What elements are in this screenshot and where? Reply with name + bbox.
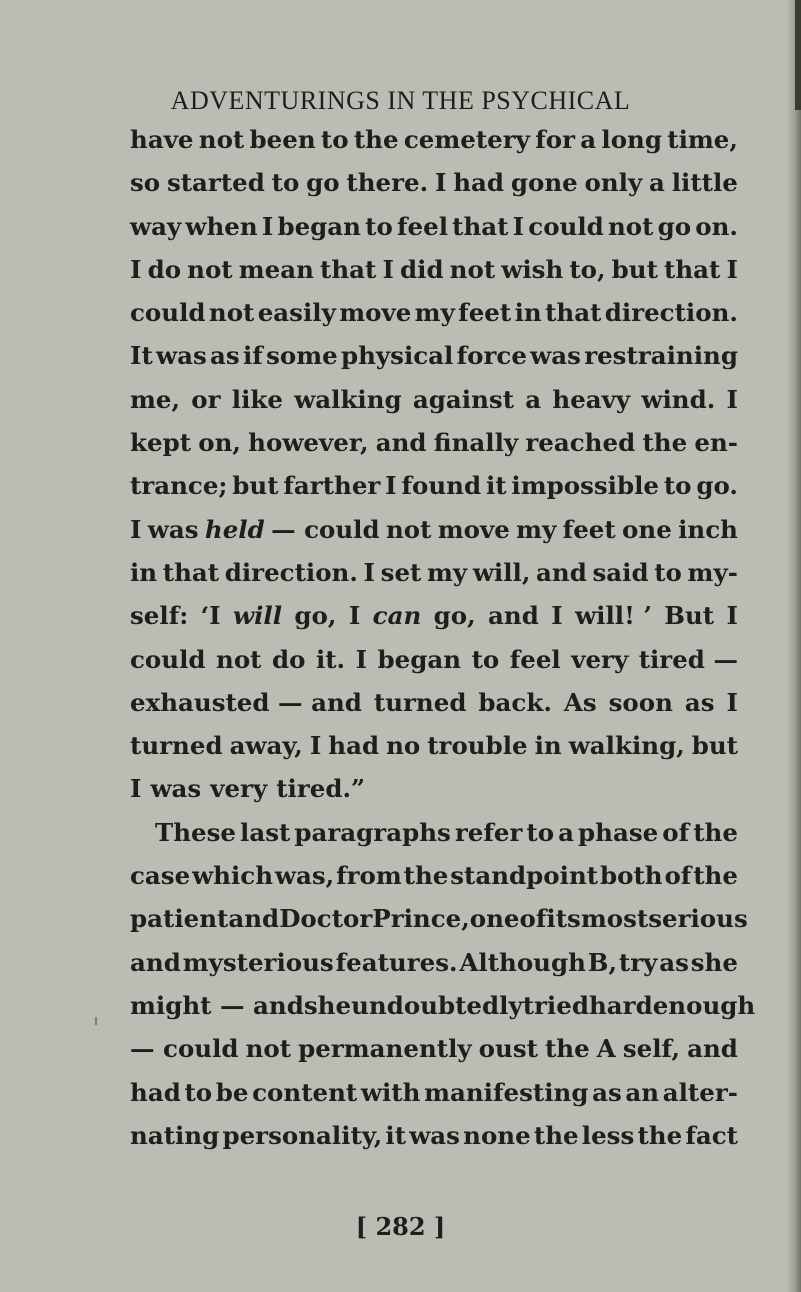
word: was (147, 514, 199, 544)
text-line (130, 854, 738, 897)
word: not (198, 125, 245, 154)
word: I (551, 601, 563, 631)
word: — could (271, 514, 380, 544)
text-line (130, 767, 738, 810)
word: walking (294, 384, 402, 414)
word: the (637, 1120, 683, 1150)
word: be (215, 1077, 249, 1107)
word: my (414, 298, 455, 328)
text-line (130, 638, 738, 681)
word: Although (459, 947, 586, 977)
page-edge-shadow (787, 0, 801, 1292)
running-header: ADVENTURINGS IN THE PSYCHICAL (170, 86, 631, 115)
word: I (355, 644, 368, 674)
word: will, (472, 557, 531, 587)
word: as (659, 947, 689, 977)
word: so (130, 168, 161, 198)
word: self, (622, 1034, 681, 1064)
word: it. (315, 644, 346, 674)
word: physical (340, 341, 454, 371)
text-line (130, 897, 748, 940)
word: reached (525, 428, 636, 458)
word: restraining (584, 341, 738, 371)
word: I (385, 471, 397, 501)
word: do (147, 254, 182, 284)
word: refer (454, 817, 523, 847)
word: I (726, 601, 738, 631)
word: farther (283, 471, 381, 501)
word: to (320, 125, 349, 154)
text-line (130, 551, 738, 594)
word: or (191, 384, 221, 414)
word: personality, (222, 1120, 383, 1150)
word: one (469, 904, 520, 934)
word: could (130, 644, 206, 674)
word: when (185, 211, 258, 241)
word: to (526, 817, 555, 847)
word: enough (652, 990, 756, 1020)
text-line (130, 724, 738, 767)
word: move (437, 514, 510, 544)
word: heavy (552, 384, 631, 414)
word: permanently (298, 1034, 472, 1064)
word: little (671, 168, 738, 198)
word: on. (695, 211, 738, 241)
word: tried (522, 990, 589, 1020)
word: walking, (568, 731, 685, 761)
word: but (611, 254, 658, 284)
word: for (535, 125, 575, 154)
word: on, (198, 428, 241, 458)
word: do (271, 644, 306, 674)
word: feet (458, 298, 512, 328)
word: wish (501, 254, 564, 284)
word: she (303, 990, 352, 1020)
word: go (657, 211, 692, 241)
word: was (409, 1120, 460, 1150)
word: did (400, 254, 444, 284)
word: from (336, 861, 402, 891)
word: easily (257, 298, 336, 328)
word: both (599, 861, 663, 891)
text-line (130, 464, 738, 507)
body-text (130, 118, 756, 1157)
page-number: [ 282 ] (355, 1212, 446, 1241)
word: turned (130, 731, 223, 761)
text-line (130, 594, 738, 637)
word: that (545, 298, 602, 328)
text-line (130, 161, 738, 204)
word: a (525, 384, 542, 414)
word: if (242, 341, 263, 371)
text-line (130, 378, 738, 421)
word: can (372, 601, 422, 631)
word: trouble (427, 731, 528, 761)
word: like (231, 384, 283, 414)
word: tired.” (276, 774, 366, 804)
word: trance; (130, 471, 228, 501)
word: tired — (638, 644, 738, 674)
word: very (210, 774, 268, 804)
word: I (130, 774, 142, 804)
word: the (353, 125, 399, 154)
word: gone (510, 168, 578, 198)
word: Prince, (372, 904, 470, 934)
word: fact (685, 1120, 738, 1150)
word: was, (274, 861, 335, 891)
word: paragraphs (294, 817, 451, 847)
word: back. (478, 687, 552, 717)
word: away, (229, 731, 303, 761)
word: inch (678, 514, 738, 544)
word: mean (238, 254, 314, 284)
word: been (249, 125, 316, 154)
word: it (385, 1120, 407, 1150)
word: started (166, 168, 265, 198)
word: I (726, 384, 738, 414)
word: an (625, 1077, 660, 1107)
word: and (536, 557, 587, 587)
word: however, (248, 428, 369, 458)
word: go, (433, 601, 476, 631)
word: go. (696, 471, 738, 501)
word: the (693, 861, 738, 891)
word: will! ’ (575, 601, 652, 631)
word: not (187, 254, 233, 284)
text-line (130, 681, 738, 724)
text-line (130, 941, 738, 984)
word: of (662, 817, 690, 847)
word: none (463, 1120, 531, 1150)
word: its (546, 904, 581, 934)
word: could (528, 211, 604, 241)
word: turned (373, 687, 467, 717)
word: I (434, 168, 447, 198)
word: not (385, 514, 432, 544)
text-line (130, 334, 738, 377)
word: had (328, 731, 380, 761)
word: en- (694, 428, 738, 458)
word: feel (396, 211, 449, 241)
word: wind. (641, 384, 716, 414)
word: but (691, 731, 738, 761)
word: said (592, 557, 649, 587)
word: was (530, 341, 581, 371)
word: I (309, 731, 322, 761)
text-line (130, 118, 738, 161)
word: I (363, 557, 376, 587)
word: there. (346, 168, 429, 198)
word: time, (667, 125, 738, 154)
text-line (130, 508, 738, 551)
word: exhausted — and (130, 687, 362, 717)
word: manifesting (424, 1077, 589, 1107)
word: no (386, 731, 421, 761)
word: not (216, 644, 262, 674)
word: as (684, 687, 715, 717)
word: to, (569, 254, 606, 284)
word: undoubtedly (351, 990, 523, 1020)
word: go (306, 168, 340, 198)
word: I (726, 254, 738, 284)
word: as (592, 1077, 622, 1107)
word: and (228, 904, 280, 934)
word: held (204, 514, 265, 544)
word: the (693, 817, 738, 847)
word: content (252, 1077, 358, 1107)
word: have (130, 125, 194, 154)
word: I (382, 254, 394, 284)
word: to (184, 1077, 213, 1107)
word: will (233, 601, 283, 631)
word: the (544, 1034, 590, 1064)
word: direction. (224, 557, 358, 587)
word: It (130, 341, 153, 371)
word: not (607, 211, 654, 241)
word: and (130, 947, 181, 977)
word: my- (687, 557, 738, 587)
text-line (130, 984, 756, 1027)
word: had (130, 1077, 181, 1107)
word: — could (130, 1034, 239, 1064)
word: one (622, 514, 672, 544)
word: that (452, 211, 509, 241)
word: go, (294, 601, 337, 631)
word: to (271, 168, 300, 198)
word: that (664, 254, 721, 284)
word: which (192, 861, 274, 891)
word: finally (433, 428, 519, 458)
word: feel (509, 644, 561, 674)
word: me, (130, 384, 181, 414)
word: case (130, 861, 191, 891)
word: to (365, 211, 393, 241)
word: less (581, 1120, 635, 1150)
word: to (654, 557, 682, 587)
word: long (601, 125, 662, 154)
word: kept (130, 428, 192, 458)
word: began (377, 644, 462, 674)
word: oust (478, 1034, 538, 1064)
word: set (380, 557, 422, 587)
word: in (514, 298, 542, 328)
word: most (580, 904, 649, 934)
text-line (130, 1027, 738, 1070)
word: As (563, 687, 597, 717)
word: was (150, 774, 202, 804)
word: with (360, 1077, 421, 1107)
word: but (232, 471, 279, 501)
word: move (339, 298, 412, 328)
text-line (130, 811, 738, 854)
word: soon (608, 687, 673, 717)
word: the (403, 861, 449, 891)
word: and (687, 1034, 738, 1064)
word: my (427, 557, 468, 587)
word: feet (562, 514, 616, 544)
word: I (130, 254, 142, 284)
margin-mark (95, 1017, 97, 1025)
word: it (485, 471, 507, 501)
word: A (596, 1034, 616, 1064)
word: last (240, 817, 291, 847)
word: nating (130, 1120, 220, 1150)
text-line (130, 1071, 738, 1114)
text-line (130, 421, 738, 464)
word: phase (578, 817, 659, 847)
word: had (453, 168, 505, 198)
word: Doctor (279, 904, 373, 934)
word: I (261, 211, 274, 241)
word: as (210, 341, 240, 371)
word: a (558, 817, 574, 847)
word: impossible (511, 471, 660, 501)
word: could (130, 298, 206, 328)
word: very (571, 644, 629, 674)
word: I (726, 687, 738, 717)
word: not (245, 1034, 292, 1064)
word: to (663, 471, 692, 501)
word: way (130, 211, 182, 241)
text-line (130, 291, 738, 334)
word: not (208, 298, 255, 328)
word: self: (130, 601, 189, 631)
word: ‘I (200, 601, 221, 631)
word: in (534, 731, 562, 761)
word: of (519, 904, 547, 934)
word: my (516, 514, 557, 544)
word: These (155, 817, 237, 847)
word: to (471, 644, 500, 674)
word: was (156, 341, 207, 371)
word: began (277, 211, 361, 241)
word: B, (587, 947, 618, 977)
word: only (584, 168, 643, 198)
word: mysterious (182, 947, 334, 977)
word: against (412, 384, 515, 414)
word: hard (588, 990, 653, 1020)
word: that (162, 557, 220, 587)
word: force (456, 341, 527, 371)
text-line (130, 205, 738, 248)
word: I (130, 514, 142, 544)
text-line (130, 1114, 738, 1157)
word: serious (648, 904, 748, 934)
word: the (533, 1120, 579, 1150)
word: But (664, 601, 715, 631)
word: a (649, 168, 665, 198)
word: direction. (604, 298, 738, 328)
word: of (664, 861, 692, 891)
word: some (266, 341, 338, 371)
word: she (690, 947, 738, 977)
word: the (642, 428, 688, 458)
word: cemetery (403, 125, 530, 154)
word: I (348, 601, 361, 631)
word: try (618, 947, 658, 977)
word: that (320, 254, 377, 284)
word: and (488, 601, 539, 631)
word: standpoint (450, 861, 599, 891)
word: alter- (662, 1077, 738, 1107)
text-line (130, 248, 738, 291)
word: not (449, 254, 496, 284)
word: patient (130, 904, 229, 934)
word: in (130, 557, 158, 587)
word: and (375, 428, 427, 458)
word: a (580, 125, 597, 154)
word: I (512, 211, 525, 241)
word: might — and (130, 990, 304, 1020)
word: features. (335, 947, 458, 977)
word: found (401, 471, 482, 501)
